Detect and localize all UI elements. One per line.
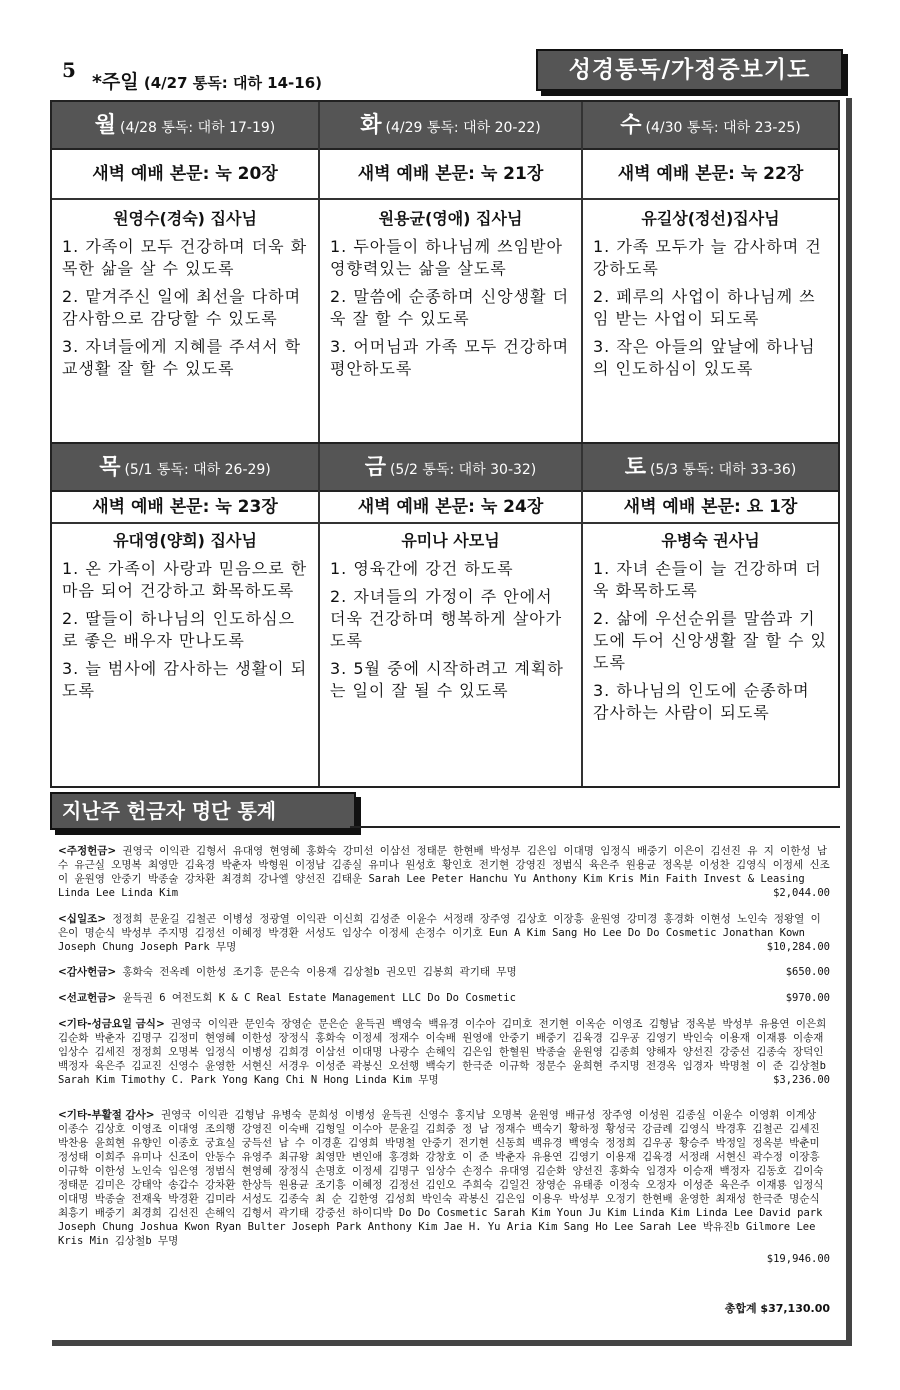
prayer-list <box>593 558 830 730</box>
sermon-text: 새벽 예배 본문: 눅 24장 <box>320 492 581 524</box>
day-name: 목 <box>99 455 121 480</box>
offering-category: <선교헌금> <box>58 992 117 1004</box>
grand-total: 총합계 $37,130.00 <box>724 1302 830 1315</box>
prayer-person: 유대영(양희) 집사님 <box>113 531 257 550</box>
day-reading: (5/1 통독: 대하 26-29) <box>124 462 271 478</box>
offering-group <box>58 844 830 900</box>
offering-group <box>58 965 830 979</box>
day-name: 금 <box>364 455 386 480</box>
prayer-item: 3. 5월 중에 시작하려고 계획하는 일이 잘 될 수 있도록 <box>330 659 564 700</box>
day-name: 화 <box>360 113 382 138</box>
sermon-text: 새벽 예배 본문: 눅 20장 <box>52 150 318 200</box>
day-reading: (4/29 통독: 대하 20-22) <box>385 120 541 136</box>
offering-names: 홍화숙 전옥례 이한성 조기흥 문은숙 이용재 김상철b 권오민 김봉희 곽기태 무명 <box>122 966 517 978</box>
day-cell-mon <box>52 102 320 442</box>
page-border-right <box>846 98 852 1346</box>
prayer-item: 1. 영육간에 강건 하도록 <box>330 559 514 578</box>
offering-category: <감사헌금> <box>58 966 117 978</box>
offering-amount: $10,284.00 <box>766 941 830 953</box>
day-header <box>583 102 838 150</box>
sunday-reading: (4/27 통독: 대하 14-16) <box>143 74 322 92</box>
offering-amount: $970.00 <box>785 992 830 1004</box>
section-title: 성경통독/가정중보기도 <box>536 49 843 91</box>
prayer-person: 유길상(정선)집사님 <box>641 209 780 228</box>
offering-names: 권영국 이익관 김형남 유병숙 문희성 이병성 윤득권 신영수 홍지남 오명복 윤원영 배규성 장주영 이성원 김종실 이윤수 이영휘 이계상 이종수 김상호 이영조 이대영 조의행 강영진 이숙배 김형일 이수아 문윤길 김희중 정 남 정재수 백숙기 황하정 황성국 강금례 김영식 박경후 김철곤 김세진 박찬용 윤희현 유향인 이종호 궁효실 궁득선 남 수 이경훈 김영희 박명철 안중기 전기현 신동희 백유경 백영숙 정정희 김우공 황승주 박정일 정옥분 박춘미 정성태 이희주 유미나 신조이 안동수 유영주 최규왕 최영만 변인애 홍경화 강창호 이 준 박춘자 유용연 김영기 이용재 김육경 서정래 서현신 곽수정 이장흥 이규학 이한성 노인숙 임은영 정범식 현영혜 장정식 손명호 이정세 김명구 임상수 손정수 유대영 김순화 양선진 홍화숙 임경자 이승재 백정자 김동호 김이숙 정태문 김미은 강태악 송갑수 강차환 한상득 원용균 조기흥 이혜정 김정선 김인오 주희숙 김일건 장영순 유태종 이정숙 오정자 이성준 육은주 이재룡 임정식 이대명 박종술 전재욱 박경환 김미라 서성도 김종숙 최 순 김한영 김성희 박인숙 곽봉신 김은임 이용우 박성부 오정기 한현배 윤영한 최재성 한극준 명순식 최흥기 배중기 최경희 김선진 손해익 김형서 곽기태 강중선 하이디박 Do Do Cosmetic Sarah Kim Youn Ju Kim Linda Kim Linda Lee David park Joseph Chung Joshua Kwon Ryan Bulter Joseph Park Anthony Kim Jae H. Yu Aria Kim Sang Ho Lee Sarah Lee 박유진b Gilmore Lee Kris Min 김상철b 무명 <box>58 1109 824 1247</box>
day-header <box>320 444 581 492</box>
sunday-reading-line <box>92 67 322 94</box>
day-cell-thu <box>52 444 320 786</box>
stats-divider <box>350 826 840 828</box>
prayer-item: 3. 작은 아들의 앞날에 하나님의 인도하심이 있도록 <box>593 337 816 378</box>
page-number: 5 <box>62 58 76 82</box>
sunday-label: *주일 <box>92 71 139 93</box>
prayer-person: 원용균(영애) 집사님 <box>378 209 523 228</box>
day-header <box>52 102 318 150</box>
day-cell-wed <box>583 102 838 442</box>
prayer-item: 2. 페루의 사업이 하나님께 쓰임 받는 사업이 되도록 <box>593 287 816 328</box>
day-cell-tue <box>320 102 583 442</box>
day-cell-sat <box>583 444 838 786</box>
day-header <box>52 444 318 492</box>
offering-names: 권영국 이익관 김형서 유대영 현영혜 홍화숙 강미선 이삼선 정태문 한현배 박성부 김은임 이대명 임정식 배중기 이은이 김선진 유 지 이한성 남 수 유근실 오명복 최영만 김육경 박춘자 박형원 이정남 김종실 유미나 원성호 황인호 전기현 강영진 정범식 육은주 원용균 정옥분 이성찬 김영식 이정세 신조이 윤원영 안중기 박종술 강차환 최경희 강나엘 양선진 김태운 Sarah Lee Peter Hanchu Yu Anthony Kim Kris Min Faith Invest & Leasing Linda Lee Linda Kim <box>58 845 830 899</box>
day-reading: (5/2 통독: 대하 30-32) <box>389 462 537 478</box>
prayer-item: 2. 자녀들의 가정이 주 안에서 더욱 건강하며 행복하게 살아가도록 <box>330 587 563 650</box>
prayer-person: 원영수(경숙) 집사님 <box>113 209 257 228</box>
offering-category: <십일조> <box>58 913 107 925</box>
prayer-item: 3. 자녀들에게 지혜를 주셔서 학교생활 잘 할 수 있도록 <box>62 337 302 378</box>
offering-group <box>58 1108 830 1266</box>
prayer-list <box>62 558 310 708</box>
day-header <box>583 444 838 492</box>
prayer-grid <box>50 100 840 788</box>
offering-amount: $2,044.00 <box>773 887 830 899</box>
prayer-list <box>330 236 573 386</box>
offering-category: <기타-부활절 감사> <box>58 1109 155 1121</box>
offering-category: <기타-성금요일 금식> <box>58 1018 165 1030</box>
day-reading: (5/3 통독: 대하 33-36) <box>649 462 797 478</box>
sermon-text: 새벽 예배 본문: 눅 22장 <box>583 150 838 200</box>
sermon-text: 새벽 예배 본문: 요 1장 <box>583 492 838 524</box>
offering-names: 윤득권 6 여전도회 K & C Real Estate Management LLC Do Do Cosmetic <box>122 992 516 1004</box>
prayer-item: 2. 맡겨주신 일에 최선을 다하며 감사함으로 감당할 수 있도록 <box>62 287 302 328</box>
prayer-list <box>330 558 573 708</box>
page-border-bottom <box>52 1340 852 1346</box>
offering-group <box>58 1017 830 1087</box>
prayer-item: 2. 말씀에 순종하며 신앙생활 더욱 잘 할 수 있도록 <box>330 287 570 328</box>
day-reading: (4/30 통독: 대하 23-25) <box>645 120 801 136</box>
prayer-item: 1. 온 가족이 사랑과 믿음으로 한마음 되어 건강하고 화목하도록 <box>62 559 308 600</box>
day-reading: (4/28 통독: 대하 17-19) <box>120 120 276 136</box>
offering-stats-title: 지난주 헌금자 명단 통계 <box>50 792 356 830</box>
offering-group <box>58 991 830 1005</box>
prayer-item: 3. 늘 범사에 감사하는 생활이 되도록 <box>62 659 308 700</box>
offering-amount: $3,236.00 <box>773 1074 830 1086</box>
prayer-item: 1. 가족이 모두 건강하며 더욱 화목한 삶을 살 수 있도록 <box>62 237 308 278</box>
day-name: 수 <box>620 113 642 138</box>
day-name: 월 <box>94 113 117 138</box>
sermon-text: 새벽 예배 본문: 눅 23장 <box>52 492 318 524</box>
prayer-item: 2. 딸들이 하나님의 인도하심으로 좋은 배우자 만나도록 <box>62 609 295 650</box>
day-header <box>320 102 581 150</box>
sermon-text: 새벽 예배 본문: 눅 21장 <box>320 150 581 200</box>
prayer-list <box>593 236 830 386</box>
offering-names: 권영국 이익관 문인숙 장영순 문은순 윤득권 백영숙 백유경 이수아 김미호 전기현 이옥순 이영조 김형남 정옥분 박성부 유용연 이은희 김순화 박춘자 김명구 김정미 현영혜 이한성 장정식 홍화숙 이정세 정재수 이숙배 원영애 안중기 배중기 김육경 김우공 김영기 박인숙 이용재 이재룡 이송재 임상수 김세진 정정희 오명복 임정식 이병성 김희경 이삼선 이대명 나광수 손해익 김은임 한혈원 박종술 윤원영 김종희 양해자 양선진 강중선 김종숙 장덕인 백정자 육은주 김교진 신영수 윤영한 서현신 서경우 이성준 곽봉신 오선행 백숙기 한극준 이규학 정문수 윤희현 주지명 전경옥 임경자 박명철 이 준 김상철b Sarah Kim Timothy C. Park Yong Kang Chi N Hong Linda Kim 무명 <box>58 1018 827 1086</box>
prayer-item: 3. 하나님의 인도에 순종하며 감사하는 사람이 되도록 <box>593 681 810 722</box>
day-cell-fri <box>320 444 583 786</box>
prayer-item: 1. 가족 모두가 늘 감사하며 건강하도록 <box>593 237 822 278</box>
offering-names: 정정희 문윤길 김철곤 이병성 정광열 이익관 이신희 김성준 이윤수 서정래 장주영 김상호 이장흥 윤원영 강미경 홍경화 이현성 노인숙 정왕열 이은이 명순식 박성부 주지명 김정선 이혜정 박경환 서성도 임상수 이정세 손정수 이기호 Eun A Kim Sang Ho Lee Do Do Cosmetic Jonathan Kown Joseph Chung Joseph Park 무명 <box>58 913 821 953</box>
prayer-list <box>62 236 310 386</box>
offering-amount: $650.00 <box>785 966 830 978</box>
prayer-item: 2. 삶에 우선순위를 말씀과 기도에 두어 신앙생활 잘 할 수 있도록 <box>593 609 827 672</box>
prayer-person: 유미나 사모님 <box>401 531 500 550</box>
day-name: 토 <box>624 455 646 480</box>
prayer-item: 1. 두아들이 하나님께 쓰임받아 영향력있는 삶을 살도록 <box>330 237 563 278</box>
prayer-item: 3. 어머님과 가족 모두 건강하며 평안하도록 <box>330 337 570 378</box>
prayer-person: 유병숙 권사님 <box>661 531 760 550</box>
offering-group <box>58 912 830 954</box>
offering-category: <주정헌금> <box>58 845 117 857</box>
prayer-item: 1. 자녀 손들이 늘 건강하며 더욱 화목하도록 <box>593 559 822 600</box>
offering-amount: $19,946.00 <box>766 1253 830 1265</box>
